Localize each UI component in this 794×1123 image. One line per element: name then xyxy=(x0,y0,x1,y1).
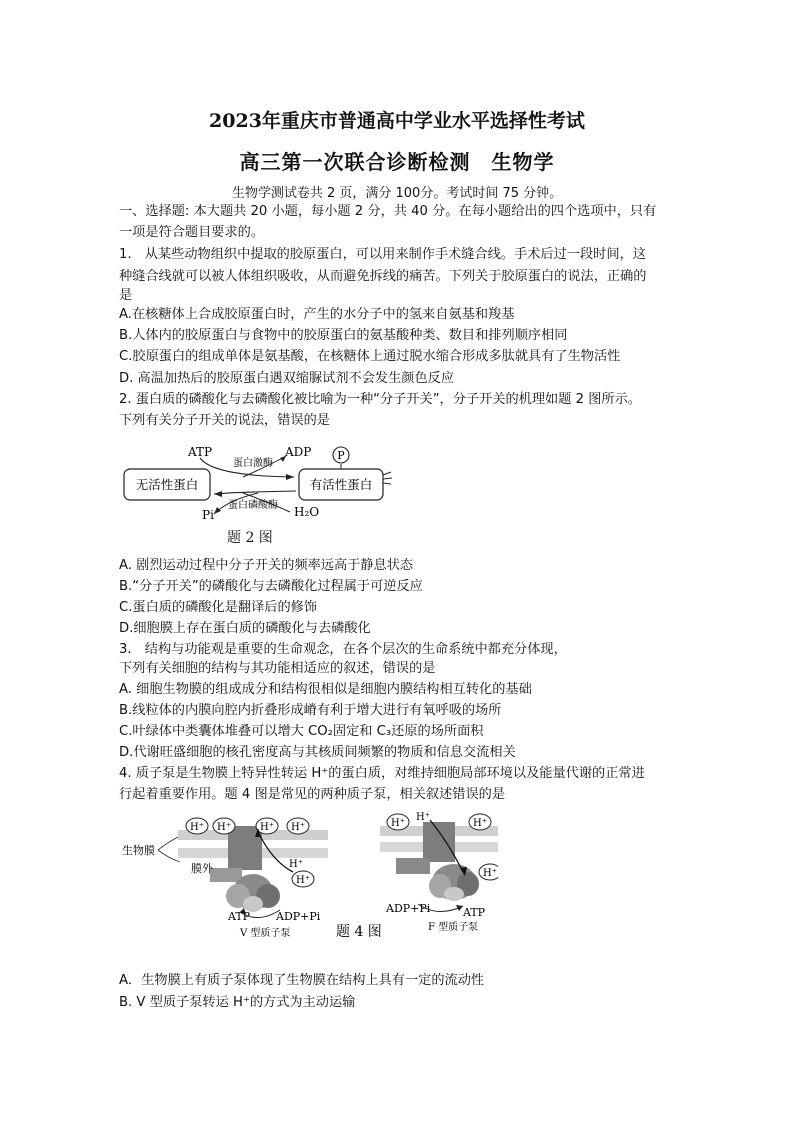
svg-text:H⁺: H⁺ xyxy=(260,822,274,833)
q3-option-d: D.代谢旺盛细胞的核孔密度高与其核质间频繁的物质和信息交流相关 xyxy=(119,745,516,760)
q2-figure-caption: 题 2 图 xyxy=(227,530,273,546)
svg-text:H⁺: H⁺ xyxy=(296,875,310,886)
water-label: H₂O xyxy=(294,505,320,519)
exam-info: 生物学测试卷共 2 页，满分 100分。考试时间 75 分钟。 xyxy=(231,186,563,201)
svg-text:H⁺: H⁺ xyxy=(416,812,430,823)
phosphate-label: P xyxy=(337,449,345,462)
outside-label: 膜外 xyxy=(191,862,213,875)
kinase-label: 蛋白激酶 xyxy=(233,458,273,469)
q4-proton-pump-figure xyxy=(118,812,498,940)
q2-option-c: C.蛋白质的磷酸化是翻译后的修饰 xyxy=(119,600,318,615)
q3-stem-line-1: 3. 结构与功能观是重要的生命观念，在各个层次的生命系统中都充分体现， xyxy=(119,642,567,657)
v-atp-label: ATP xyxy=(228,910,251,923)
q4-figure-caption: 题 4 图 xyxy=(336,924,382,940)
f-pump-label: F 型质子泵 xyxy=(428,922,479,933)
section-instructions-line-1: 一、选择题: 本大题共 20 小题，每小题 2 分，共 40 分。在每小题给出的四个选项中，只有 xyxy=(119,204,657,219)
svg-text:H⁺: H⁺ xyxy=(289,859,303,870)
svg-text:H⁺: H⁺ xyxy=(291,822,305,833)
atp-label: ATP xyxy=(188,445,213,459)
q2-option-d: D.细胞膜上存在蛋白质的磷酸化与去磷酸化 xyxy=(119,621,371,636)
q4-option-a: A．生物膜上有质子泵体现了生物膜在结构上具有一定的流动性 xyxy=(119,973,485,988)
q1-stem-line-2: 种缝合线就可以被人体组织吸收，从而避免拆线的痛苦。下列关于胶原蛋白的说法，正确的 xyxy=(119,269,647,284)
q1-option-b: B.人体内的胶原蛋白与食物中的胶原蛋白的氨基酸种类、数目和排列顺序相同 xyxy=(119,328,568,343)
svg-text:H⁺: H⁺ xyxy=(217,822,231,833)
svg-text:H⁺: H⁺ xyxy=(391,818,405,829)
q1-option-a: A.在核糖体上合成胶原蛋白时，产生的水分子中的氢来自氨基和羧基 xyxy=(119,307,515,322)
q3-stem-line-2: 下列有关细胞的结构与其功能相适应的叙述，错误的是 xyxy=(119,661,436,676)
svg-text:H⁺: H⁺ xyxy=(473,818,487,829)
q2-stem-line-1: 2. 蛋白质的磷酸化与去磷酸化被比喻为一种“分子开关”，分子开关的机理如题 2 图所示。 xyxy=(119,392,641,407)
q1-option-d: D. 高温加热后的胶原蛋白遇双缩脲试剂不会发生颜色反应 xyxy=(119,371,455,386)
q2-stem-line-2: 下列有关分子开关的说法，错误的是 xyxy=(119,413,330,428)
adp-label: ADP xyxy=(285,445,312,459)
active-protein-label: 有活性蛋白 xyxy=(309,477,373,492)
q1-option-c: C.胶原蛋白的组成单体是氨基酸，在核糖体上通过脱水缩合形成多肽就具有了生物活性 xyxy=(119,349,621,364)
q1-stem-line-1: 1. 从某些动物组织中提取的胶原蛋白，可以用来制作手术缝合线。手术后过一段时间，这 xyxy=(119,247,646,262)
exam-title: 2023年重庆市普通高中学业水平选择性考试 xyxy=(209,110,585,132)
v-adp-label: ADP+Pi xyxy=(276,910,321,923)
q2-option-a: A. 剧烈运动过程中分子开关的频率远高于静息状态 xyxy=(119,558,414,573)
f-atp-label: ATP xyxy=(463,906,486,919)
membrane-label: 生物膜 xyxy=(122,844,155,857)
q3-option-a: A. 细胞生物膜的组成成分和结构很相似是细胞内膜结构相互转化的基础 xyxy=(119,682,532,697)
q2-molecular-switch-figure xyxy=(118,442,398,526)
q3-option-c: C.叶绿体中类囊体堆叠可以增大 CO₂固定和 C₃还原的场所面积 xyxy=(119,724,484,739)
phosphatase-label: 蛋白磷酸酶 xyxy=(228,500,278,511)
f-pump-transmembrane xyxy=(423,822,455,862)
q2-option-b: B.“分子开关”的磷酸化与去磷酸化过程属于可逆反应 xyxy=(119,579,423,594)
active-protein-marks xyxy=(383,472,392,484)
q4-stem-line-1: 4. 质子泵是生物膜上特异性转运 H⁺的蛋白质，对维持细胞局部环境以及能量代谢的正常进 xyxy=(119,766,645,781)
q1-stem-line-3: 是 xyxy=(119,288,133,303)
q3-option-b: B.线粒体的内膜向腔内折叠形成嵴有利于增大进行有氧呼吸的场所 xyxy=(119,703,502,718)
svg-text:H⁺: H⁺ xyxy=(483,868,497,879)
section-instructions-line-2: 一项是符合题目要求的。 xyxy=(119,225,265,240)
q4-option-b: B. V 型质子泵转运 H⁺的方式为主动运输 xyxy=(119,995,356,1010)
f-adp-label: ADP+Pi xyxy=(386,902,431,915)
inactive-protein-label: 无活性蛋白 xyxy=(135,477,199,492)
q4-stem-line-2: 行起着重要作用。题 4 图是常见的两种质子泵，相关叙述错误的是 xyxy=(119,787,506,802)
exam-subtitle: 高三第一次联合诊断检测 生物学 xyxy=(239,150,555,174)
pi-label: Pi xyxy=(202,508,214,522)
svg-text:H⁺: H⁺ xyxy=(190,822,204,833)
v-pump-label: V 型质子泵 xyxy=(240,928,291,939)
